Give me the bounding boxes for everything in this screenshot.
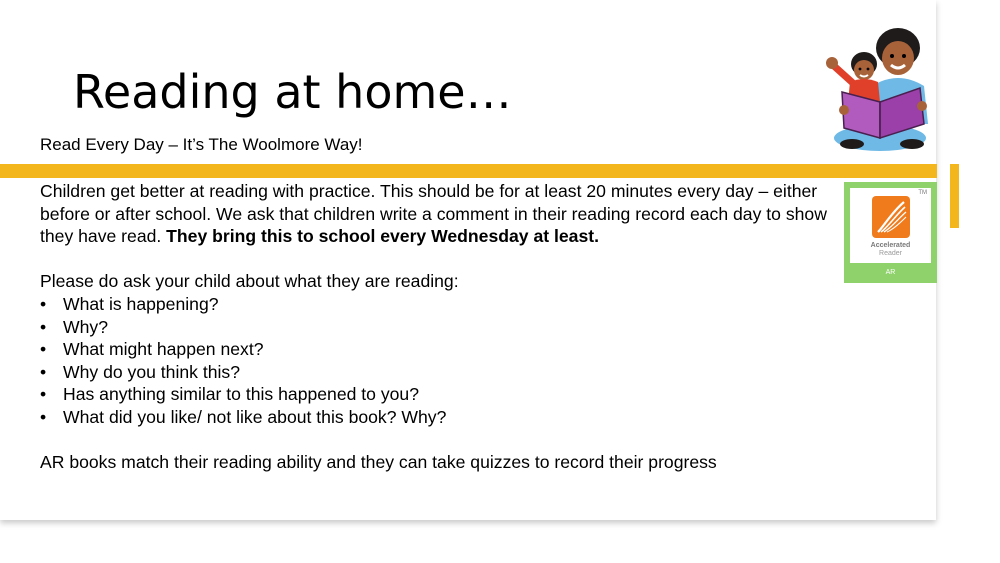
ar-brand-name: Accelerated <box>870 242 911 249</box>
trademark-mark: TM <box>918 190 927 196</box>
paragraph-practice-bold: They bring this to school every Wednesday at least. <box>166 226 599 247</box>
reading-parent-child-clipart <box>820 26 938 154</box>
questions-intro: Please do ask your child about what they are reading: <box>40 271 459 292</box>
list-item-text: Why? <box>63 316 108 337</box>
list-item <box>40 361 840 384</box>
list-item-text: What might happen next? <box>63 339 264 360</box>
bullet: • <box>40 316 47 337</box>
bullet: • <box>40 361 47 382</box>
questions-list <box>40 293 840 429</box>
bullet: • <box>40 293 47 314</box>
accelerated-reader-logo <box>844 182 937 283</box>
ar-book-icon <box>872 196 910 238</box>
paragraph-practice-text: Children get better at reading with practice. This should be for at least 20 minutes every day – either before or after school. We ask that children write a comment in their reading record each day to show they have read. <box>40 181 827 247</box>
list-item-text: Has anything similar to this happened to you? <box>63 384 419 405</box>
list-item <box>40 406 840 429</box>
list-item <box>40 338 840 361</box>
slide-title: Reading at home… <box>73 65 512 119</box>
slide-subtitle: Read Every Day – It’s The Woolmore Way! <box>40 135 363 154</box>
list-item <box>40 383 840 406</box>
bullet: • <box>40 384 47 405</box>
ar-abbreviation: AR <box>885 269 896 276</box>
ar-brand-name-2: Reader <box>879 250 902 257</box>
list-item-text: What did you like/ not like about this book? Why? <box>63 406 447 427</box>
bullet: • <box>40 406 47 427</box>
accent-bar-side <box>950 164 959 228</box>
body-text <box>40 180 840 474</box>
closing-text: AR books match their reading ability and they can take quizzes to record their progress <box>40 452 717 473</box>
list-item <box>40 316 840 339</box>
bullet: • <box>40 339 47 360</box>
accent-bar <box>0 164 937 178</box>
ar-logo-panel <box>850 188 931 263</box>
list-item <box>40 293 840 316</box>
list-item-text: Why do you think this? <box>63 361 241 382</box>
paragraph-practice <box>40 180 840 248</box>
list-item-text: What is happening? <box>63 293 219 314</box>
